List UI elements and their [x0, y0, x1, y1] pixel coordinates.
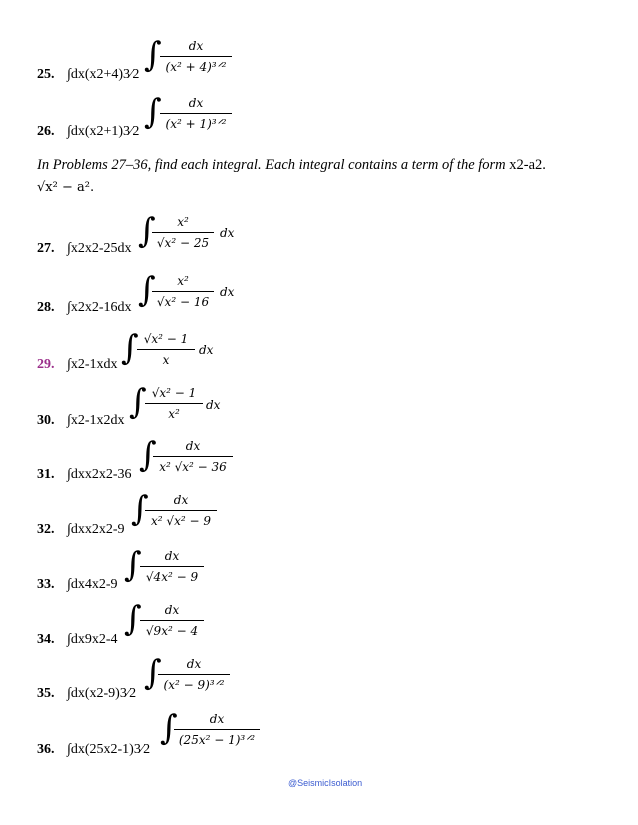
numerator: x² — [177, 274, 189, 288]
denominator: √x² − 16 — [156, 295, 210, 309]
numerator: dx — [185, 439, 201, 453]
integral-sign: ∫ — [121, 328, 139, 368]
fraction-bar — [145, 510, 217, 511]
problem-alt-text: ∫dx9x2-4 — [67, 632, 118, 647]
fraction-bar — [160, 113, 232, 114]
fraction-bar — [137, 349, 195, 350]
problem-number: 34. — [37, 632, 55, 647]
problem-35-row — [37, 686, 136, 702]
problem-alt-text: ∫dx(25x2-1)3⁄2 — [67, 742, 151, 757]
problem-28-fraction — [152, 273, 214, 310]
problem-number: 28. — [37, 300, 55, 315]
problem-alt-text: ∫dx(x2+4)3⁄2 — [67, 67, 140, 82]
problem-alt-text: ∫dx(x2+1)3⁄2 — [67, 124, 140, 139]
integral-sign: ∫ — [124, 545, 142, 585]
problem-35-fraction — [158, 656, 230, 693]
problem-36-fraction — [174, 711, 260, 748]
problem-32-fraction — [145, 492, 217, 529]
differential: dx — [220, 226, 235, 240]
problem-alt-text: ∫dx(x2-9)3⁄2 — [67, 686, 137, 701]
problem-33-row — [37, 577, 118, 593]
fraction-bar — [145, 403, 203, 404]
fraction-bar — [158, 674, 230, 675]
integral-sign: ∫ — [131, 489, 149, 529]
problem-alt-text: ∫x2x2-25dx — [67, 241, 132, 256]
problem-number: 32. — [37, 522, 55, 537]
numerator: dx — [164, 549, 180, 563]
problem-number: 25. — [37, 67, 55, 82]
numerator: dx — [186, 657, 202, 671]
problem-27-fraction — [152, 214, 214, 251]
integral-sign: ∫ — [144, 92, 162, 132]
section-instructions — [37, 157, 617, 174]
problem-25-fraction — [160, 38, 232, 75]
integral-sign: ∫ — [138, 211, 156, 251]
problem-30-fraction — [145, 385, 203, 422]
problem-26-row — [37, 124, 139, 140]
problem-number: 27. — [37, 241, 55, 256]
integral-sign: ∫ — [144, 35, 162, 75]
problem-33-fraction — [140, 548, 204, 585]
problem-31-fraction — [153, 438, 233, 475]
problem-number: 36. — [37, 742, 55, 757]
integral-sign: ∫ — [129, 382, 147, 422]
integral-sign: ∫ — [144, 653, 162, 693]
problem-29-fraction — [137, 331, 195, 368]
denominator: x² √x² − 9 — [151, 514, 211, 528]
fraction-bar — [152, 232, 214, 233]
problem-alt-text: ∫dxx2x2-36 — [67, 467, 132, 482]
denominator: √4x² − 9 — [145, 570, 199, 584]
denominator: √9x² − 4 — [145, 624, 199, 638]
denominator: x² — [168, 407, 180, 421]
problem-number: 31. — [37, 467, 55, 482]
problem-31-row — [37, 467, 132, 483]
problem-number: 30. — [37, 413, 55, 428]
differential: dx — [206, 398, 221, 412]
numerator: √x² − 1 — [143, 332, 189, 346]
footer-attribution-link[interactable]: @SeismicIsolation — [288, 778, 363, 788]
denominator: (x² + 4)³ᐟ² — [165, 60, 227, 74]
numerator: √x² − 1 — [151, 386, 197, 400]
instructions-expression: √x² − a². — [37, 180, 95, 195]
denominator: √x² − 25 — [156, 236, 210, 250]
problem-30-row — [37, 413, 125, 429]
problem-alt-text: ∫dxx2x2-9 — [67, 522, 125, 537]
denominator: (x² − 9)³ᐟ² — [163, 678, 225, 692]
fraction-bar — [174, 729, 260, 730]
problem-number: 29. — [37, 357, 55, 372]
problem-27-row — [37, 241, 132, 257]
problem-number: 33. — [37, 577, 55, 592]
numerator: dx — [164, 603, 180, 617]
numerator: dx — [173, 493, 189, 507]
problem-alt-text: ∫dx4x2-9 — [67, 577, 118, 592]
denominator: x² √x² − 36 — [159, 460, 227, 474]
fraction-bar — [160, 56, 232, 57]
problem-34-row — [37, 632, 118, 648]
fraction-bar — [153, 456, 233, 457]
problem-alt-text: ∫x2x2-16dx — [67, 300, 132, 315]
integral-sign: ∫ — [138, 270, 156, 310]
numerator: x² — [177, 215, 189, 229]
problem-26-fraction — [160, 95, 232, 132]
problem-32-row — [37, 522, 125, 538]
instructions-text: In Problems 27–36, find each integral. Each integral contains a term of the form — [37, 157, 506, 173]
numerator: dx — [188, 96, 204, 110]
fraction-bar — [140, 620, 204, 621]
integral-sign: ∫ — [124, 599, 142, 639]
differential: dx — [220, 285, 235, 299]
problem-34-fraction — [140, 602, 204, 639]
fraction-bar — [152, 291, 214, 292]
numerator: dx — [188, 39, 204, 53]
integral-sign: ∫ — [160, 708, 178, 748]
denominator: x — [162, 353, 170, 367]
problem-alt-text: ∫x2-1xdx — [67, 357, 118, 372]
differential: dx — [199, 343, 214, 357]
integral-sign: ∫ — [139, 435, 157, 475]
problem-number: 26. — [37, 124, 55, 139]
problem-alt-text: ∫x2-1x2dx — [67, 413, 125, 428]
denominator: (x² + 1)³ᐟ² — [165, 117, 227, 131]
numerator: dx — [209, 712, 225, 726]
problem-number: 35. — [37, 686, 55, 701]
instructions-alt-text: x2-a2. — [505, 157, 546, 173]
denominator: (25x² − 1)³ᐟ² — [178, 733, 256, 747]
problem-25-row — [37, 67, 139, 83]
problem-29-row — [37, 357, 118, 373]
problem-28-row — [37, 300, 132, 316]
problem-36-row — [37, 742, 150, 758]
fraction-bar — [140, 566, 204, 567]
